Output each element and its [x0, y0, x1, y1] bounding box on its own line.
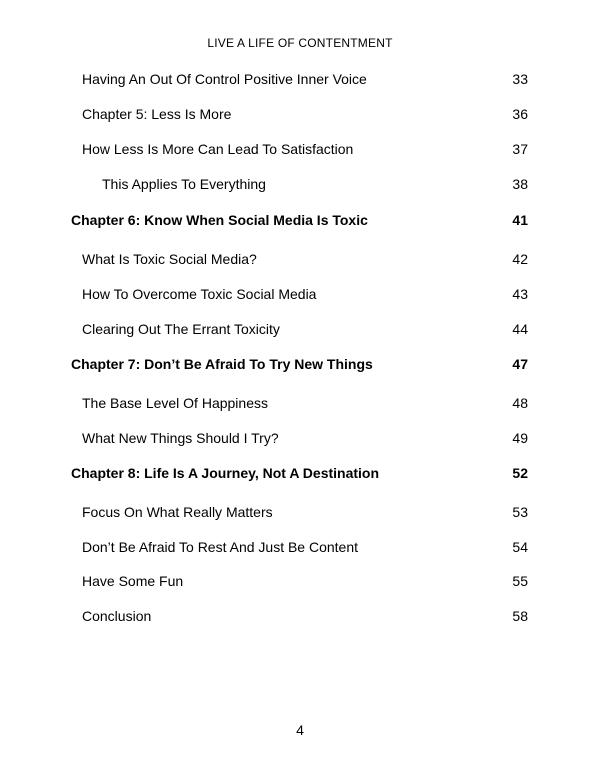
toc-chapter-title: Chapter 8: Life Is A Journey, Not A Destination — [71, 465, 380, 481]
toc-entry-page: 58 — [512, 608, 528, 624]
toc-entry[interactable] — [0, 249, 600, 269]
toc-entry[interactable] — [0, 284, 600, 304]
toc-entry-page: 53 — [512, 504, 528, 520]
toc-entry[interactable] — [0, 69, 600, 89]
toc-entry-page: 54 — [512, 539, 528, 555]
toc-entry-title: Don’t Be Afraid To Rest And Just Be Content — [82, 539, 359, 555]
toc-entry-page: 55 — [512, 573, 528, 589]
toc-entry[interactable] — [0, 174, 600, 194]
page-number: 4 — [296, 722, 304, 738]
toc-chapter-page: 47 — [512, 356, 528, 372]
toc-entry[interactable] — [0, 104, 600, 124]
toc-entry-page: 43 — [512, 286, 528, 302]
toc-entry[interactable] — [0, 319, 600, 339]
toc-entry-title: Chapter 5: Less Is More — [82, 106, 232, 122]
toc-entry-page: 36 — [512, 106, 528, 122]
toc-entry[interactable] — [0, 571, 600, 591]
toc-chapter-entry[interactable] — [0, 210, 600, 230]
toc-entry[interactable] — [0, 606, 600, 626]
toc-entry-title: Have Some Fun — [82, 573, 184, 589]
toc-entry-title: What New Things Should I Try? — [82, 430, 279, 446]
toc-chapter-page: 52 — [512, 465, 528, 481]
toc-entry-page: 48 — [512, 395, 528, 411]
toc-entry-title: How To Overcome Toxic Social Media — [82, 286, 317, 302]
toc-entry-title: Conclusion — [82, 608, 152, 624]
toc-entry-page: 37 — [512, 141, 528, 157]
toc-entry-title: Having An Out Of Control Positive Inner Voice — [82, 71, 367, 87]
toc-entry-title: Clearing Out The Errant Toxicity — [82, 321, 280, 337]
toc-entry[interactable] — [0, 537, 600, 557]
toc-entry[interactable] — [0, 428, 600, 448]
toc-entry-title: This Applies To Everything — [102, 176, 266, 192]
toc-chapter-title: Chapter 7: Don’t Be Afraid To Try New Things — [71, 356, 373, 372]
toc-entry-page: 49 — [512, 430, 528, 446]
toc-entry-page: 44 — [512, 321, 528, 337]
toc-chapter-entry[interactable] — [0, 354, 600, 374]
toc-entry[interactable] — [0, 393, 600, 413]
toc-entry[interactable] — [0, 139, 600, 159]
toc-entry-page: 38 — [512, 176, 528, 192]
running-header: LIVE A LIFE OF CONTENTMENT — [207, 36, 393, 50]
toc-entry-page: 42 — [512, 251, 528, 267]
toc-chapter-title: Chapter 6: Know When Social Media Is Toxic — [71, 212, 368, 228]
toc-entry-title: The Base Level Of Happiness — [82, 395, 268, 411]
toc-chapter-entry[interactable] — [0, 463, 600, 483]
toc-entry-title: Focus On What Really Matters — [82, 504, 273, 520]
toc-entry-title: What Is Toxic Social Media? — [82, 251, 257, 267]
toc-entry-title: How Less Is More Can Lead To Satisfaction — [82, 141, 354, 157]
toc-chapter-page: 41 — [512, 212, 528, 228]
toc-entry-page: 33 — [512, 71, 528, 87]
toc-entry[interactable] — [0, 502, 600, 522]
